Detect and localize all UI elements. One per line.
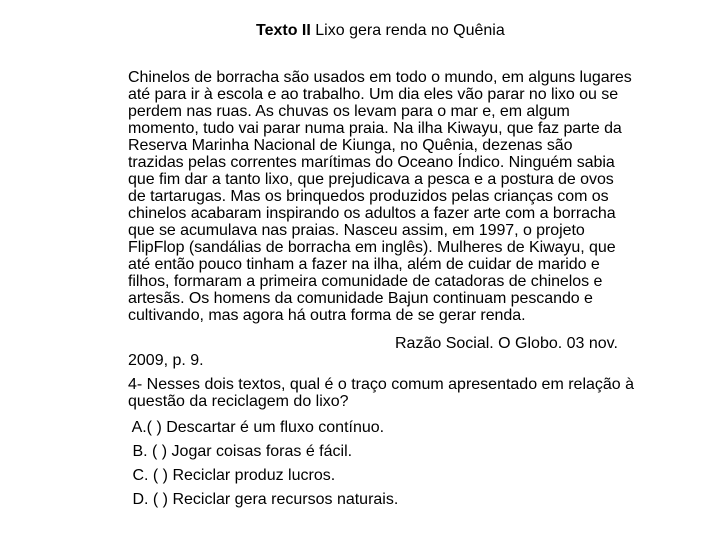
passage-line: perdem nas ruas. As chuvas os levam para o mar e, em algum — [128, 103, 570, 120]
question-line: questão da reciclagem do lixo? — [128, 393, 349, 410]
passage-line: FlipFlop (sandálias de borracha em inglês). Mulheres de Kiwayu, que — [128, 239, 616, 256]
passage-line: Reserva Marinha Nacional de Kiunga, no Quênia, dezenas são — [128, 137, 573, 154]
passage-line: momento, tudo vai parar numa praia. Na ilha Kiwayu, que faz parte da — [128, 120, 622, 137]
passage — [128, 69, 698, 324]
option-b: B. ( ) Jogar coisas foras é fácil. — [128, 443, 353, 460]
text-label: Texto II — [256, 22, 311, 39]
passage-line: trazidas pelas correntes marítimas do Oceano Índico. Ninguém sabia — [128, 154, 615, 171]
question-prompt — [128, 376, 708, 410]
passage-line: que fim dar a tanto lixo, que prejudicava a pesca e a postura de ovos — [128, 171, 614, 188]
passage-line: artesãs. Os homens da comunidade Bajun continuam pescando e — [128, 290, 593, 307]
passage-line: que se acumulava nas praias. Nasceu assim, em 1997, o projeto — [128, 222, 585, 239]
source-citation: Razão Social. O Globo. 03 nov. — [395, 335, 618, 352]
passage-line: Chinelos de borracha são usados em todo o mundo, em alguns lugares — [128, 69, 632, 86]
passage-line: chinelos acabaram inspirando os adultos a fazer arte com a borracha — [128, 205, 616, 222]
option-c: C. ( ) Reciclar produz lucros. — [128, 467, 336, 484]
option-d: D. ( ) Reciclar gera recursos naturais. — [128, 491, 399, 508]
passage-line: até para ir à escola e ao trabalho. Um dia eles vão parar no lixo ou se — [128, 86, 619, 103]
option-a: A.( ) Descartar é um fluxo contínuo. — [128, 419, 385, 436]
passage-line: de tartarugas. Mas os brinquedos produzidos pelas crianças com os — [128, 188, 609, 205]
passage-line: cultivando, mas agora há outra forma de se gerar renda. — [128, 307, 526, 324]
passage-line: até então pouco tinham a fazer na ilha, além de cuidar de marido e — [128, 256, 600, 273]
text-heading: Lixo gera renda no Quênia — [315, 22, 505, 39]
question-line: 4- Nesses dois textos, qual é o traço comum apresentado em relação à — [128, 376, 635, 393]
passage-line: filhos, formaram a primeira comunidade de catadoras de chinelos e — [128, 273, 603, 290]
answer-options — [128, 416, 398, 512]
source-year-page: 2009, p. 9. — [128, 352, 204, 369]
text-title — [256, 22, 505, 40]
